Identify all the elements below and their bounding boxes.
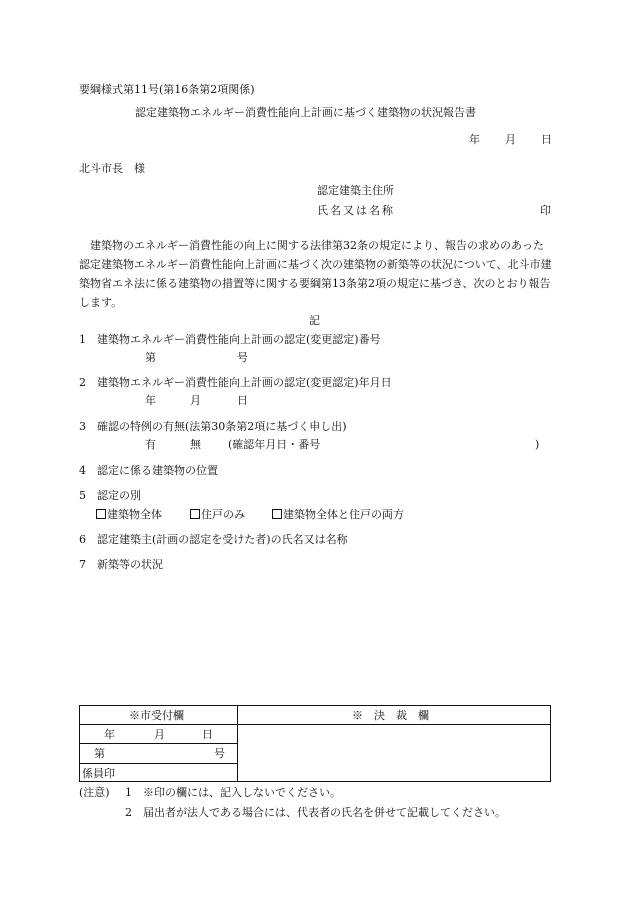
date-year: 年 <box>469 133 480 146</box>
item-2-number: 2 <box>79 376 86 389</box>
note-2-number: 2 <box>125 806 132 819</box>
item-5-label: 認定の別 <box>97 489 141 502</box>
checkbox-dwelling-only[interactable] <box>190 509 200 519</box>
item-3-yes: 有 <box>145 438 156 451</box>
item-7-label: 新築等の状況 <box>97 558 163 571</box>
item-3-close-paren: ) <box>535 438 540 451</box>
body-paragraph: 建築物のエネルギー消費性能の向上に関する法律第32条の規定により、報告の求めのあった認定建築物エネルギー消費性能向上計画に基づく次の建築物の新築等の状況について、北斗市建築物省エネ法に係る建築物の措置等に関する要綱第13条第2項の規定に基づき、次のとおり報告します。 <box>79 239 552 309</box>
ki-heading: 記 <box>309 314 320 327</box>
item-3-number: 3 <box>79 420 86 433</box>
item-5-number: 5 <box>79 489 86 502</box>
item-1 <box>79 334 381 345</box>
table-divider-row2 <box>80 743 237 744</box>
item-3-label: 確認の特例の有無(法第30条第2項に基づく申し出) <box>97 420 347 433</box>
reception-header: ※市受付欄 <box>129 709 184 722</box>
reception-year: 年 <box>104 728 115 741</box>
item-6 <box>79 534 348 545</box>
reception-dai: 第 <box>94 747 105 760</box>
form-title: 認定建築物エネルギー消費性能向上計画に基づく建築物の状況報告書 <box>135 106 476 119</box>
item-4 <box>79 465 218 476</box>
reception-go: 号 <box>214 747 225 760</box>
item-4-label: 認定に係る建築物の位置 <box>97 464 218 477</box>
seal-mark: 印 <box>540 204 551 217</box>
staff-seal-label: 係員印 <box>82 767 115 780</box>
form-id: 要綱様式第11号(第16条第2項関係) <box>79 83 255 96</box>
option-dwelling-only[interactable] <box>190 509 245 520</box>
checkbox-both[interactable] <box>272 509 282 519</box>
applicant-address-label: 認定建築主住所 <box>317 184 394 197</box>
checkbox-whole-building[interactable] <box>96 509 106 519</box>
applicant-name-label: 氏名又は名称 <box>317 204 395 217</box>
note-1-number: 1 <box>125 786 132 799</box>
table-divider-row3 <box>80 763 237 764</box>
item-3 <box>79 421 347 432</box>
item-2 <box>79 377 392 388</box>
item-2-month: 月 <box>190 394 201 407</box>
item-1-label: 建築物エネルギー消費性能向上計画の認定(変更認定)番号 <box>97 333 381 346</box>
item-4-number: 4 <box>79 464 86 477</box>
option-whole-building-label: 建築物全体 <box>107 508 162 521</box>
addressee: 北斗市長 様 <box>79 162 145 175</box>
option-whole-building[interactable] <box>96 509 162 520</box>
item-1-number: 1 <box>79 333 86 346</box>
item-6-number: 6 <box>79 533 86 546</box>
option-both[interactable] <box>272 509 404 520</box>
note-1-text: ※印の欄には、記入しないでください。 <box>143 786 341 799</box>
table-divider-header <box>80 724 550 725</box>
option-both-label: 建築物全体と住戸の両方 <box>283 508 404 521</box>
item-1-dai: 第 <box>145 351 156 364</box>
date-month: 月 <box>505 133 516 146</box>
date-day: 日 <box>541 133 552 146</box>
note-2-text: 届出者が法人である場合には、代表者の氏名を併せて記載してください。 <box>143 806 506 819</box>
item-3-no: 無 <box>190 438 201 451</box>
item-2-day: 日 <box>237 394 248 407</box>
option-dwelling-only-label: 住戸のみ <box>201 508 245 521</box>
item-3-confirm-label: (確認年月日・番号 <box>228 438 321 451</box>
item-2-year: 年 <box>145 394 156 407</box>
approval-header: ※ 決 裁 欄 <box>352 709 429 722</box>
item-1-go: 号 <box>237 351 248 364</box>
notes-label: (注意) <box>79 786 110 799</box>
item-7-number: 7 <box>79 558 86 571</box>
reception-day: 日 <box>202 728 213 741</box>
item-2-label: 建築物エネルギー消費性能向上計画の認定(変更認定)年月日 <box>97 376 392 389</box>
reception-month: 月 <box>154 728 165 741</box>
reception-approval-table <box>79 705 551 782</box>
table-divider-vertical <box>237 706 238 781</box>
item-6-label: 認定建築主(計画の認定を受けた者)の氏名又は名称 <box>97 533 348 546</box>
item-7 <box>79 559 163 570</box>
item-5 <box>79 490 141 501</box>
